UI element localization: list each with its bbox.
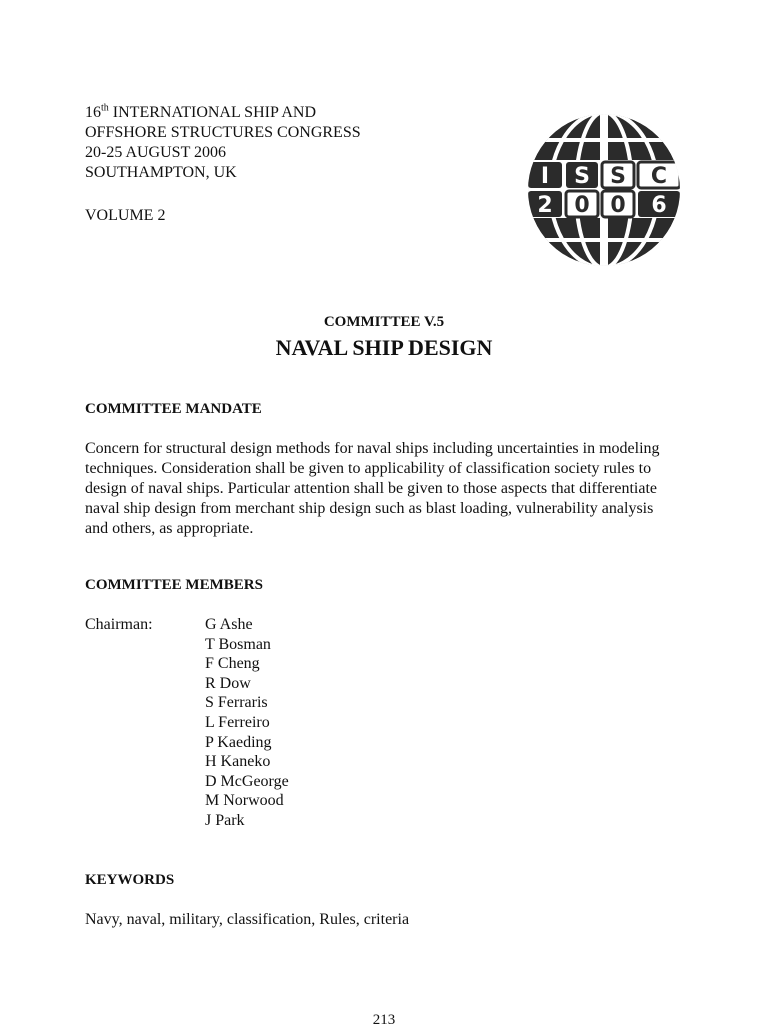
mandate-paragraph <box>85 439 690 539</box>
mandate-heading: COMMITTEE MANDATE <box>85 401 262 417</box>
member-name: G Ashe <box>205 616 253 633</box>
committee-number: COMMITTEE V.5 <box>323 314 445 330</box>
issc-globe-logo <box>524 108 684 272</box>
mandate-line: Concern for structural design methods for naval ships including uncertainties in modeling <box>85 440 660 457</box>
logo-digit-0b: 0 <box>610 193 626 218</box>
congress-title-line-1 <box>85 103 361 123</box>
keywords-heading: KEYWORDS <box>85 872 175 888</box>
keywords-text: Navy, naval, military, classification, Rules, criteria <box>85 911 410 928</box>
mandate-line: naval ship design from merchant ship design such as blast loading, vulnerability analysis <box>85 500 654 517</box>
globe-logo-graphic <box>524 108 684 272</box>
member-name: L Ferreiro <box>205 713 270 731</box>
congress-dates: 20-25 AUGUST 2006 <box>85 144 227 161</box>
congress-ordinal-suffix: th <box>101 102 109 114</box>
member-name: D McGeorge <box>205 772 289 790</box>
volume-label: VOLUME 2 <box>85 207 166 224</box>
congress-header <box>85 103 361 183</box>
member-name: F Cheng <box>205 655 260 673</box>
page-title: NAVAL SHIP DESIGN <box>275 335 493 360</box>
congress-ordinal: 16 <box>85 104 101 121</box>
members-heading: COMMITTEE MEMBERS <box>85 577 263 593</box>
logo-letter-s2: S <box>610 164 626 189</box>
member-name: R Dow <box>205 674 251 692</box>
member-name: T Bosman <box>205 635 271 653</box>
logo-digit-6: 6 <box>651 193 667 218</box>
member-list <box>205 615 289 831</box>
member-name: P Kaeding <box>205 733 272 751</box>
congress-title-rest: INTERNATIONAL SHIP AND <box>108 104 317 121</box>
congress-location: SOUTHAMPTON, UK <box>85 164 237 181</box>
logo-letter-i: I <box>540 164 550 189</box>
member-name: S Ferraris <box>205 694 268 712</box>
chairman-label: Chairman: <box>85 616 153 633</box>
logo-digit-2: 2 <box>537 193 553 218</box>
mandate-line: techniques. Consideration shall be given to applicability of classification society rules to <box>85 460 652 477</box>
member-name: H Kaneko <box>205 753 271 771</box>
logo-letter-s1: S <box>574 164 590 189</box>
logo-letter-c: C <box>650 164 668 189</box>
mandate-line: design of naval ships. Particular attention shall be given to those aspects that differentiate <box>85 480 657 497</box>
logo-digit-0a: 0 <box>574 193 590 218</box>
mandate-line: and others, as appropriate. <box>85 520 254 537</box>
member-name: M Norwood <box>205 792 284 810</box>
congress-title-line-2: OFFSHORE STRUCTURES CONGRESS <box>85 124 361 141</box>
member-name: J Park <box>205 811 245 829</box>
page-number: 213 <box>372 1012 396 1028</box>
